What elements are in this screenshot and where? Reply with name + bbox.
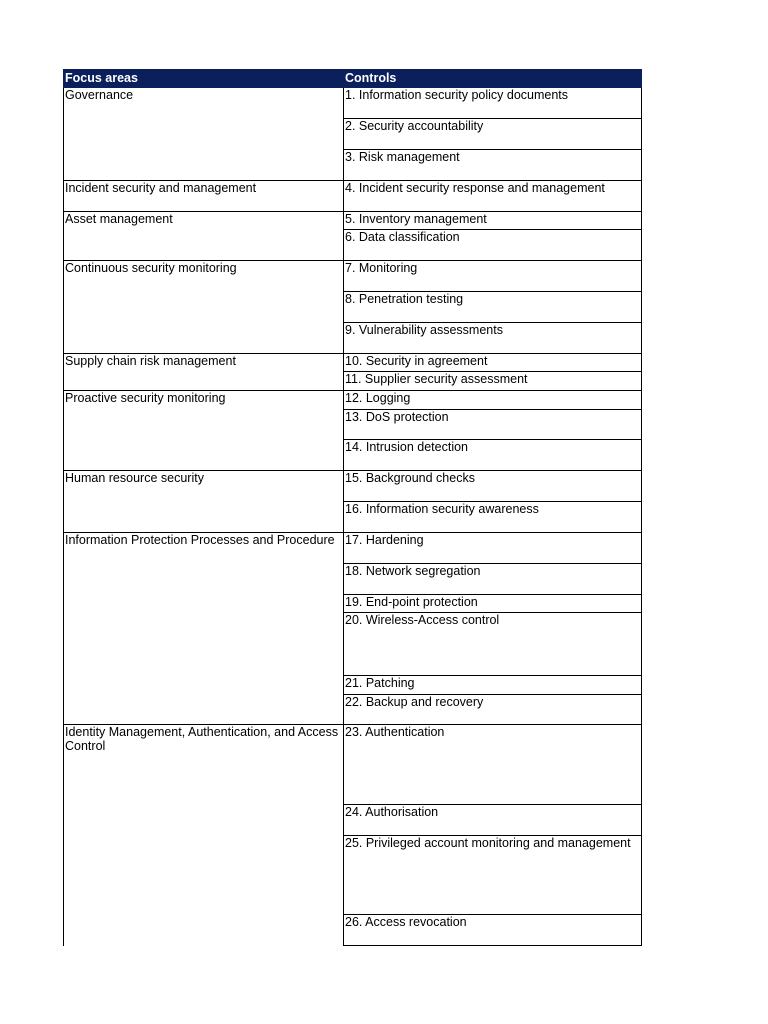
control-label: 8. Penetration testing	[345, 292, 464, 306]
control-label: 12. Logging	[345, 391, 411, 405]
control-cell	[343, 181, 642, 212]
control-label: 18. Network segregation	[345, 564, 481, 578]
control-cell	[343, 676, 642, 695]
focus-area-label: Governance	[65, 88, 134, 102]
control-label: 10. Security in agreement	[345, 354, 488, 368]
control-label: 17. Hardening	[345, 533, 424, 547]
header-controls: Controls	[343, 69, 642, 88]
focus-area-cell	[63, 212, 343, 261]
focus-area-cell	[63, 725, 343, 946]
control-label: 16. Information security awareness	[345, 502, 539, 516]
control-label: 19. End-point protection	[345, 595, 478, 609]
control-label: 22. Backup and recovery	[345, 695, 484, 709]
focus-area-label: Incident security and management	[65, 181, 257, 195]
control-cell	[343, 613, 642, 676]
control-label: 2. Security accountability	[345, 119, 484, 133]
focus-area-cell	[63, 261, 343, 354]
control-label: 7. Monitoring	[345, 261, 418, 275]
control-label: 3. Risk management	[345, 150, 460, 164]
control-label: 26. Access revocation	[345, 915, 467, 929]
control-label: 5. Inventory management	[345, 212, 487, 226]
control-label: 4. Incident security response and management	[345, 181, 605, 195]
focus-area-label: Asset management	[65, 212, 173, 226]
control-cell	[343, 695, 642, 725]
control-cell	[343, 372, 642, 391]
focus-area-label: Information Protection Processes and Procedure	[65, 533, 335, 547]
focus-area-cell	[63, 391, 343, 471]
control-label: 6. Data classification	[345, 230, 460, 244]
control-label: 25. Privileged account monitoring and management	[345, 836, 631, 850]
focus-area-cell	[63, 181, 343, 212]
control-cell	[343, 805, 642, 836]
focus-area-cell	[63, 354, 343, 391]
control-cell	[343, 410, 642, 440]
control-cell	[343, 150, 642, 181]
focus-area-label: Human resource security	[65, 471, 204, 485]
control-cell	[343, 533, 642, 564]
control-cell	[343, 354, 642, 372]
focus-area-cell	[63, 471, 343, 533]
control-cell	[343, 261, 642, 292]
control-label: 14. Intrusion detection	[345, 440, 468, 454]
control-label: 9. Vulnerability assessments	[345, 323, 503, 337]
control-cell	[343, 212, 642, 230]
control-cell	[343, 836, 642, 915]
focus-area-label: Continuous security monitoring	[65, 261, 237, 275]
control-label: 24. Authorisation	[345, 805, 439, 819]
focus-area-label: Proactive security monitoring	[65, 391, 226, 405]
control-cell	[343, 915, 642, 946]
control-cell	[343, 440, 642, 471]
control-label: 23. Authentication	[345, 725, 445, 739]
control-cell	[343, 502, 642, 533]
control-cell	[343, 323, 642, 354]
focus-area-cell	[63, 533, 343, 725]
control-label: 21. Patching	[345, 676, 415, 690]
control-label: 11. Supplier security assessment	[345, 372, 528, 386]
control-cell	[343, 391, 642, 410]
control-cell	[343, 564, 642, 595]
control-label: 20. Wireless-Access control	[345, 613, 500, 627]
focus-area-label: Supply chain risk management	[65, 354, 236, 368]
control-cell	[343, 119, 642, 150]
control-label: 1. Information security policy documents	[345, 88, 569, 102]
control-label: 13. DoS protection	[345, 410, 449, 424]
control-cell	[343, 292, 642, 323]
focus-area-cell	[63, 88, 343, 181]
control-cell	[343, 471, 642, 502]
focus-area-label: Identity Management, Authentication, and Access Control	[65, 725, 339, 753]
control-cell	[343, 230, 642, 261]
control-cell	[343, 725, 642, 805]
header-focus-areas: Focus areas	[63, 69, 343, 88]
control-cell	[343, 595, 642, 613]
control-cell	[343, 88, 642, 119]
control-label: 15. Background checks	[345, 471, 475, 485]
